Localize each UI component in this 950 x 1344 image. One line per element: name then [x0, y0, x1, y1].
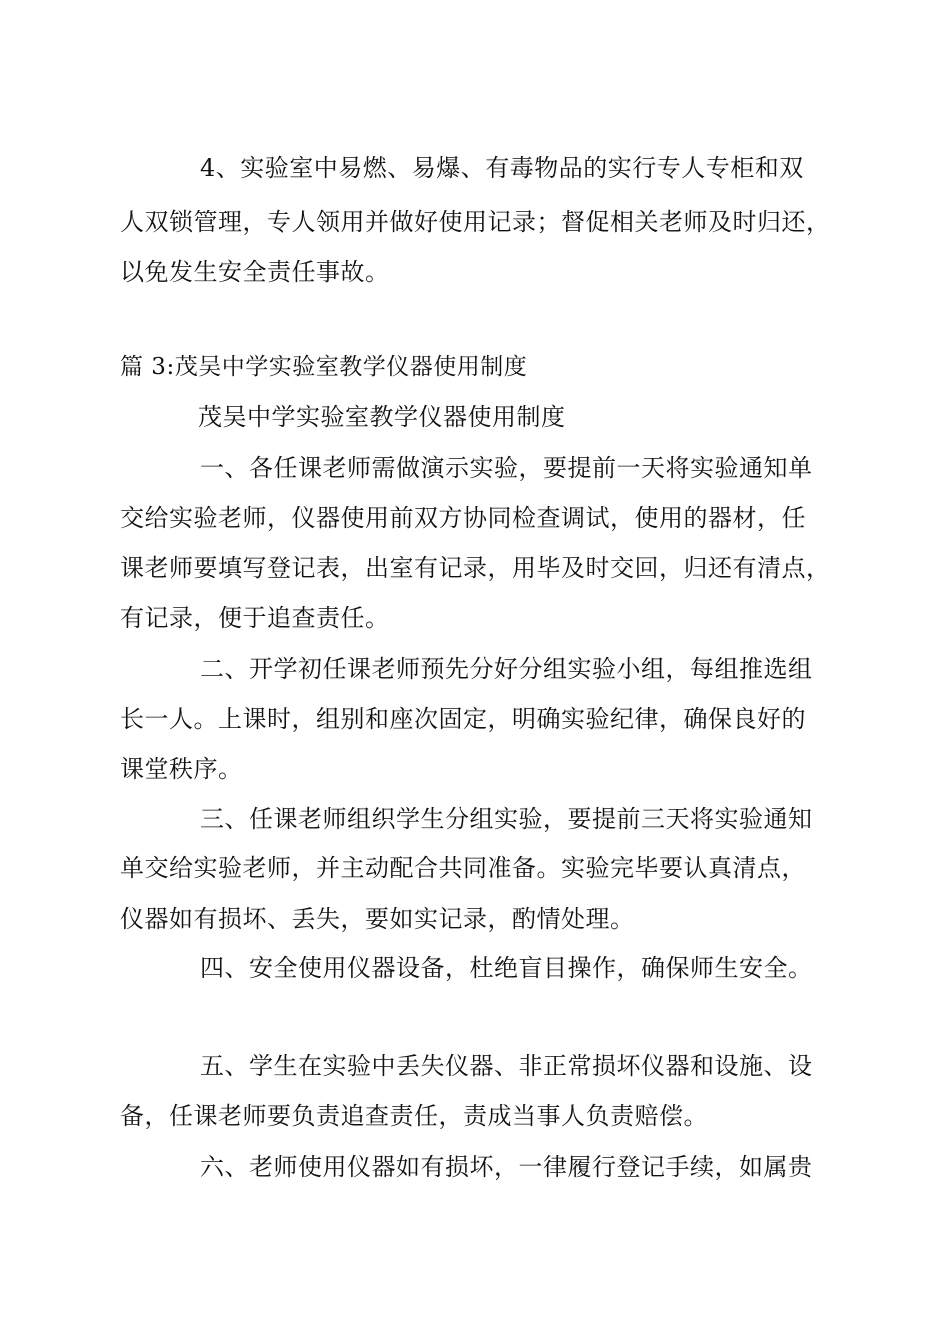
rule-4-line-1: 四、安全使用仪器设备，杜绝盲目操作，确保师生安全。 — [200, 954, 813, 982]
rule-1-line-1: 一、各任课老师需做演示实验，要提前一天将实验通知单 — [200, 454, 813, 482]
paragraph-4-line-3: 以免发生安全责任事故。 — [120, 258, 390, 286]
rule-1-line-2: 交给实验老师，仪器使用前双方协同检查调试，使用的器材，任 — [120, 504, 806, 532]
rule-3-line-2: 单交给实验老师，并主动配合共同准备。实验完毕要认真清点， — [120, 854, 806, 882]
rule-6-line-1: 六、老师使用仪器如有损坏，一律履行登记手续，如属贵 — [200, 1153, 813, 1181]
paragraph-4-line-1: 4、实验室中易燃、易爆、有毒物品的实行专人专柜和双 — [200, 154, 804, 182]
section-heading: 篇 3:茂吴中学实验室教学仪器使用制度 — [120, 354, 528, 380]
rule-5-line-2: 备，任课老师要负责追查责任，责成当事人负责赔偿。 — [120, 1102, 708, 1130]
paragraph-4-line-2: 人双锁管理，专人领用并做好使用记录；督促相关老师及时归还， — [120, 208, 831, 236]
rule-1-line-4: 有记录，便于追查责任。 — [120, 604, 390, 632]
rule-5-line-1: 五、学生在实验中丢失仪器、非正常损坏仪器和设施、设 — [200, 1052, 813, 1080]
rule-3-line-1: 三、任课老师组织学生分组实验，要提前三天将实验通知 — [200, 805, 813, 833]
document-title: 茂吴中学实验室教学仪器使用制度 — [198, 403, 566, 431]
rule-2-line-2: 长一人。上课时，组别和座次固定，明确实验纪律，确保良好的 — [120, 705, 806, 733]
rule-3-line-3: 仪器如有损坏、丢失，要如实记录，酌情处理。 — [120, 905, 635, 933]
rule-2-line-1: 二、开学初任课老师预先分好分组实验小组，每组推选组 — [200, 655, 813, 683]
rule-2-line-3: 课堂秩序。 — [120, 755, 243, 783]
rule-1-line-3: 课老师要填写登记表，出室有记录，用毕及时交回，归还有清点， — [120, 554, 831, 582]
